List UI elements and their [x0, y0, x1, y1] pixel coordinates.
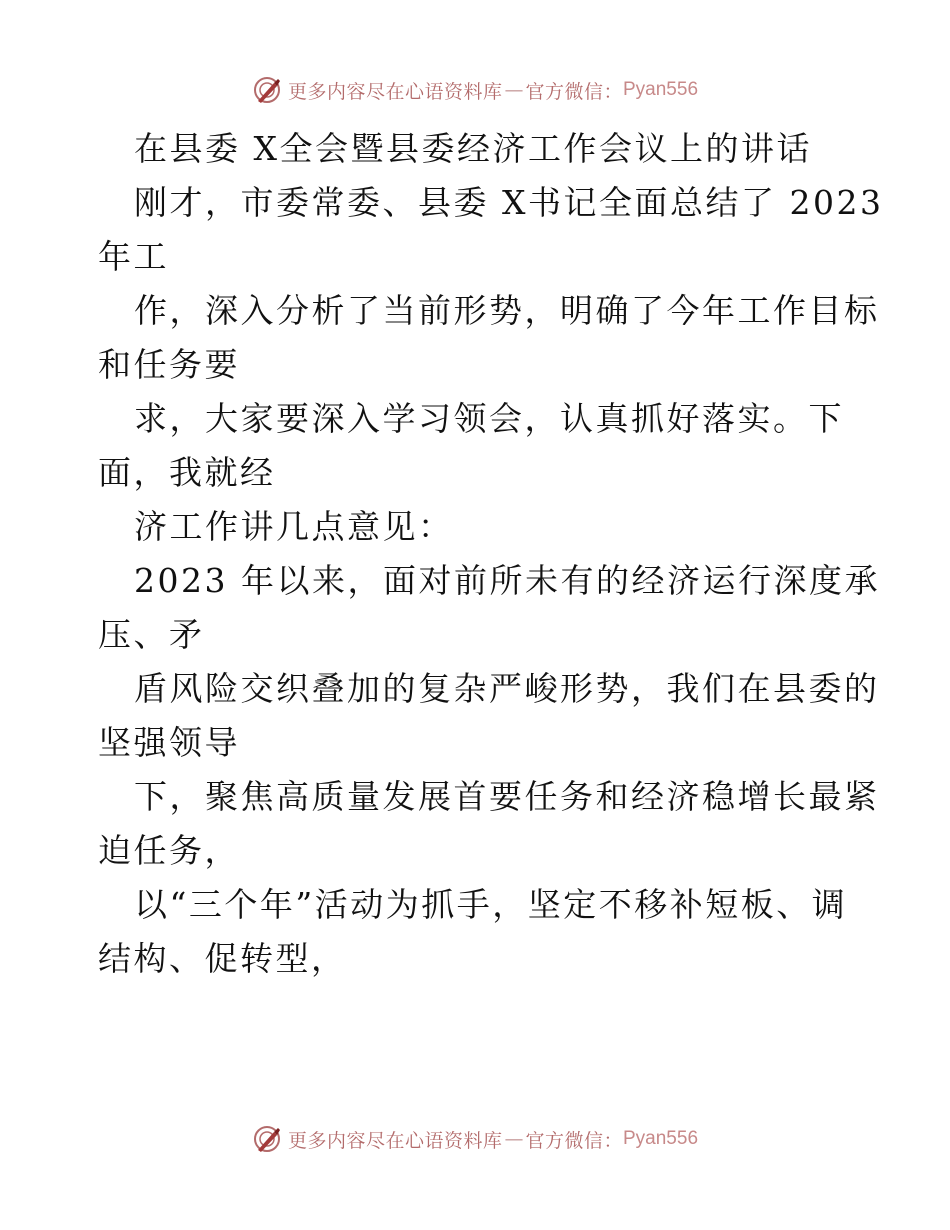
text-line: 以“三个年”活动为抓手，坚定不移补短板、调 — [134, 885, 848, 924]
footer-watermark — [0, 1119, 950, 1159]
text-line: 2023 年以来，面对前所未有的经济运行深度承 — [134, 561, 880, 600]
text-line: 求，大家要深入学习领会，认真抓好落实。下 — [134, 399, 844, 438]
text-line: 坚强领导 — [98, 723, 240, 762]
text-line: 年工 — [98, 237, 169, 276]
header-watermark — [0, 70, 950, 110]
pen-logo-icon — [252, 75, 282, 105]
watermark-contact: 官方微信： — [525, 80, 623, 103]
watermark-contact: 官方微信： — [525, 1129, 623, 1152]
text-line: 刚才，市委常委、县委 X书记全面总结了 2023 — [134, 183, 884, 222]
watermark-separator: — — [504, 1128, 524, 1150]
watermark-text: 更多内容尽在心语资料库 — [287, 1129, 503, 1152]
text-line: 在县委 X全会暨县委经济工作会议上的讲话 — [134, 129, 812, 168]
text-line: 结构、促转型， — [98, 939, 347, 978]
watermark-handle: Pyan556 — [623, 79, 699, 100]
pen-logo-icon — [252, 1124, 282, 1154]
watermark-separator: — — [504, 79, 524, 101]
watermark-text: 更多内容尽在心语资料库 — [287, 80, 503, 103]
text-line: 作，深入分析了当前形势，明确了今年工作目标 — [134, 291, 880, 330]
text-line: 压、矛 — [98, 615, 205, 654]
text-line: 下，聚焦高质量发展首要任务和经济稳增长最紧 — [134, 777, 880, 816]
text-line: 面，我就经 — [98, 453, 276, 492]
text-line: 济工作讲几点意见： — [134, 507, 454, 546]
text-line: 和任务要 — [98, 345, 240, 384]
text-line: 盾风险交织叠加的复杂严峻形势，我们在县委的 — [134, 669, 880, 708]
watermark-handle: Pyan556 — [623, 1128, 699, 1149]
text-line: 迫任务， — [98, 831, 240, 870]
document-body — [98, 122, 884, 986]
